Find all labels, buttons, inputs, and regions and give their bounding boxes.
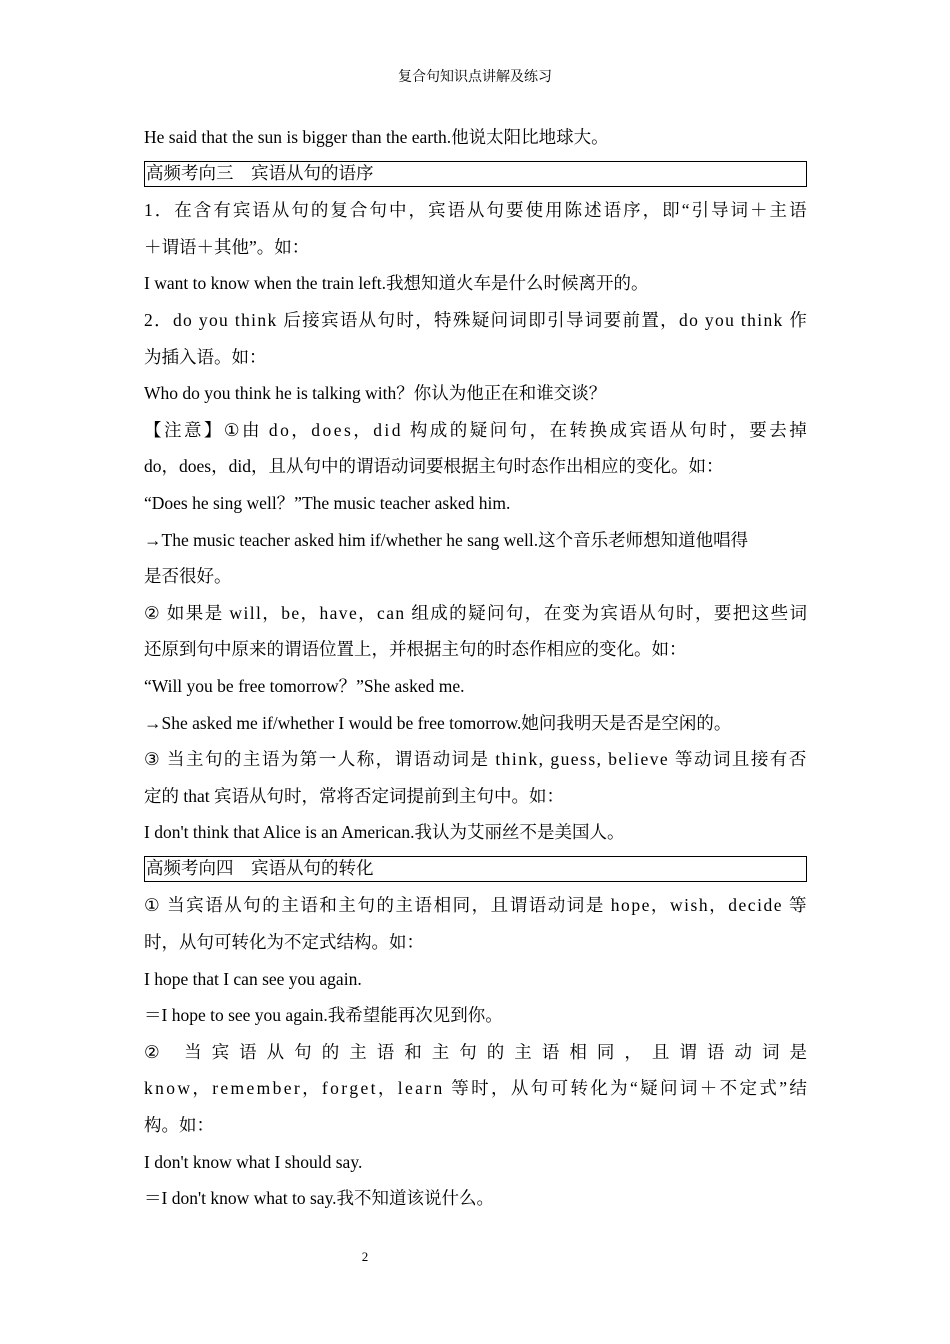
example-sentence: →She asked me if/whether I would be free tomorrow.她问我明天是否是空闲的。 (144, 712, 732, 733)
rule-paragraph: k n o w ， r e m e m b e r ， f o r g e t ， l e a r n 等 时 ， 从 句 可 转 化 为 “ 疑 问 词 ＋ 不 定 式 ” 结 (144, 1078, 807, 1099)
example-sentence: “Will you be free tomorrow？”She asked me. (144, 675, 465, 696)
note-paragraph: do，does，did，且从句中的谓语动词要根据主句时态作出相应的变化。如： (144, 456, 724, 477)
example-sentence: ＝I hope to see you again.我希望能再次见到你。 (144, 1005, 503, 1026)
note-paragraph: 定的 that 宾语从句时，常将否定词提前到主句中。如： (144, 785, 564, 806)
rule-paragraph: ＋谓语＋其他”。如： (144, 236, 310, 257)
page-header: 复合句知识点讲解及练习 (398, 70, 552, 85)
rule-paragraph: 1 ． 在 含 有 宾 语 从 句 的 复 合 句 中 ， 宾 语 从 句 要 使 用 陈 述 语 序 ， 即 “ 引 导 词 ＋ 主 语 (144, 200, 807, 221)
page-number: 2 (361, 1249, 369, 1264)
example-sentence: →The music teacher asked him if/whether he sang well.这个音乐老师想知道他唱得 (144, 529, 749, 550)
example-sentence: I hope that I can see you again. (144, 968, 362, 989)
rule-paragraph: 构。如： (144, 1115, 214, 1136)
document-body (144, 119, 807, 1217)
rule-paragraph: ① 当 宾 语 从 句 的 主 语 和 主 句 的 主 语 相 同 ， 且 谓 语 动 词 是 h o p e ， w i s h ， d e c i d e 等 (144, 895, 807, 916)
example-sentence: “Does he sing well？”The music teacher asked him. (144, 492, 511, 513)
rule-paragraph: 为插入语。如： (144, 346, 267, 367)
section-heading-word-order: 高频考向三 宾语从句的语序 (144, 161, 807, 187)
example-sentence: Who do you think he is talking with？你认为他正在和谁交谈？ (144, 383, 607, 404)
example-sentence: He said that the sun is bigger than the earth.他说太阳比地球大。 (144, 127, 609, 147)
example-sentence: ＝I don't know what to say.我不知道该说什么。 (144, 1188, 495, 1209)
example-sentence: I want to know when the train left.我想知道火车是什么时候离开的。 (144, 273, 649, 294)
section-heading-transformation: 高频考向四 宾语从句的转化 (144, 856, 807, 882)
note-paragraph: ③ 当 主 句 的 主 语 为 第 一 人 称 ， 谓 语 动 词 是 t h i n k , g u e s s , b e l i e v e 等 动 词 且 接 有 否 (144, 749, 807, 770)
rule-paragraph: 时，从句可转化为不定式结构。如： (144, 932, 424, 953)
rule-paragraph: 2 ． d o y o u t h i n k 后 接 宾 语 从 句 时 ， 特 殊 疑 问 词 即 引 导 词 要 前 置 ， d o y o u t h i n k 作 (144, 309, 807, 330)
example-sentence: 是否很好。 (144, 566, 232, 587)
example-sentence: I don't know what I should say. (144, 1151, 363, 1172)
note-paragraph: 【 注 意 】 ① 由 d o ， d o e s ， d i d 构 成 的 疑 问 句 ， 在 转 换 成 宾 语 从 句 时 ， 要 去 掉 (144, 419, 807, 440)
note-paragraph: 还原到句中原来的谓语位置上，并根据主句的时态作相应的变化。如： (144, 639, 687, 660)
note-paragraph: ② 如 果 是 w i l l ， b e ， h a v e ， c a n 组 成 的 疑 问 句 ， 在 变 为 宾 语 从 句 时 ， 要 把 这 些 词 (144, 602, 807, 623)
rule-paragraph: ② 当 宾 语 从 句 的 主 语 和 主 句 的 主 语 相 同 ， 且 谓 语 动 词 是 (144, 1041, 807, 1062)
example-sentence: I don't think that Alice is an American.我认为艾丽丝不是美国人。 (144, 822, 625, 843)
